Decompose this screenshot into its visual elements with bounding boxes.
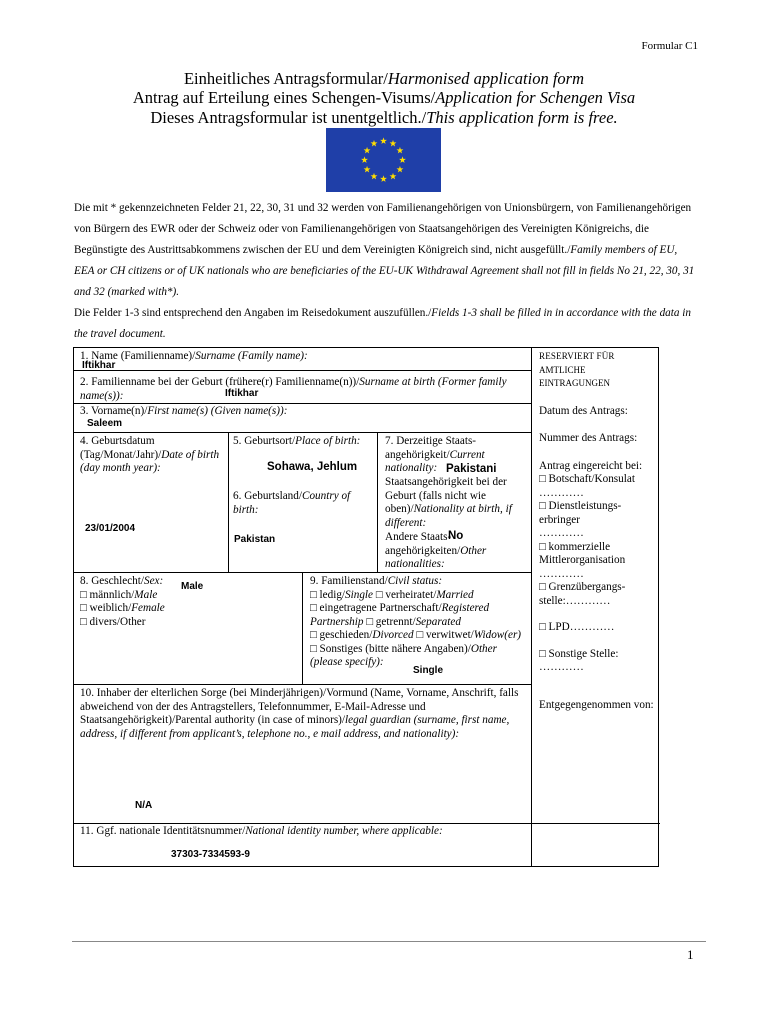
title-line-2-de: Antrag auf Erteilung eines Schengen-Visums/ (132, 88, 436, 107)
footer-divider (72, 941, 706, 942)
application-number-label: Nummer des Antrags: (539, 432, 638, 444)
field-10-label (80, 687, 528, 741)
official-heading-1: RESERVIERT FÜR (539, 351, 615, 361)
field-5-label-en: Place of birth: (295, 435, 361, 447)
civil-status-row-1 (310, 589, 528, 603)
intro-paragraph-1 (74, 198, 700, 303)
field-7-label-de: 7. Derzeitige Staats-angehörigkeit/ (385, 435, 477, 461)
intro-paragraph-2 (74, 303, 700, 345)
sex-option-female-en: Female (131, 602, 165, 614)
civil-status-row-2 (310, 602, 528, 629)
page-number: 1 (687, 947, 694, 962)
guardian-value[interactable]: N/A (135, 800, 153, 811)
field-6-label (233, 490, 375, 517)
field-4-label-de: 4. Geburtsdatum (Tag/Monat/Jahr)/ (80, 435, 162, 461)
title-line-2 (0, 89, 768, 107)
star-icon (399, 156, 406, 163)
official-heading-3: EINTRAGUNGEN (539, 378, 610, 388)
civil-option-other-en: Other (please specify): (310, 642, 497, 668)
country-of-birth-value[interactable]: Pakistan (234, 534, 276, 545)
title-line-3-de: Dieses Antragsformular ist unentgeltlich./ (150, 108, 427, 127)
civil-option-separated-en: Separated (415, 615, 461, 628)
field-9 (310, 575, 528, 670)
date-of-birth-value[interactable]: 23/01/2004 (85, 523, 136, 534)
field-7-birth-de: Staatsangehörigkeit bei der Geburt (falls nicht wie oben)/ (385, 476, 507, 515)
official-option-provider[interactable]: □ Dienstleistungs-erbringer (539, 500, 622, 526)
civil-status-value[interactable]: Single (413, 665, 444, 676)
title-line-3-en: This application form is free. (426, 108, 618, 127)
field-8-label-en: Sex: (144, 575, 164, 587)
title-line-1 (0, 70, 768, 88)
field-6-label-de: 6. Geburtsland/ (233, 490, 302, 502)
sex-option-other-de: □ divers/Other (80, 615, 146, 628)
intro-p1-en: Family members of EU, EEA or CH citizens or of UK nationals who are beneficiaries of the EU-UK Withdrawal Agreement shall not fill in fields No 21, 22, 30, 31 and 32 (marked with*). (74, 244, 695, 298)
civil-option-other-de[interactable]: □ Sonstiges (bitte nähere Angaben)/ (310, 642, 471, 655)
civil-option-separated-de[interactable]: □ getrennt/ (363, 615, 416, 628)
field-4-label (80, 435, 226, 476)
sex-option-other[interactable] (80, 616, 300, 630)
sex-option-female[interactable] (80, 602, 300, 616)
field-3-label-en: First name(s) (Given name(s)): (147, 405, 288, 417)
row-divider (74, 684, 531, 685)
other-nationalities-value[interactable]: No (448, 530, 464, 542)
title-line-3 (0, 109, 768, 127)
field-2-label-en: Surname at birth (Former family name(s)): (80, 376, 507, 402)
field-7-other-de: Andere Staats-angehörigkeiten/ (385, 531, 461, 557)
star-icon (380, 137, 387, 144)
col-divider (302, 572, 303, 684)
intro-p2-de: Die Felder 1-3 sind entsprechend den Angaben im Reisedokument auszufüllen./ (74, 307, 432, 319)
official-use-column (539, 350, 657, 712)
application-date-label: Datum des Antrags: (539, 404, 628, 417)
civil-option-divorced-de[interactable]: □ geschieden/ (310, 629, 373, 641)
civil-option-partnership-en: Registered Partnership (310, 602, 490, 628)
title-line-1-en: Harmonised application form (387, 69, 585, 88)
col-divider (377, 432, 378, 572)
field-11-label-de: 11. Ggf. nationale Identitätsnummer/ (80, 825, 246, 837)
official-dots: ………… (539, 567, 584, 580)
civil-option-widowed-de[interactable]: □ verwitwet/ (413, 629, 474, 641)
intro-p2-en: Fields 1-3 shall be filled in in accordance with the data in the travel document. (74, 307, 691, 340)
civil-option-married-en: Married (436, 588, 474, 601)
sex-value[interactable]: Male (181, 581, 204, 592)
field-9-label-de: 9. Familienstand/ (310, 575, 388, 587)
star-icon (371, 140, 378, 147)
field-3-label (80, 405, 530, 419)
civil-option-divorced-en: Divorced (372, 629, 414, 641)
field-9-label-en: Civil status: (387, 575, 443, 587)
field-5-label (233, 435, 375, 449)
row-divider (74, 432, 531, 433)
civil-option-single-de[interactable]: □ ledig/ (310, 588, 346, 601)
application-table (73, 347, 659, 867)
field-1-label (80, 350, 530, 364)
civil-status-row-3 (310, 629, 528, 670)
star-icon (390, 140, 397, 147)
field-6-label-en: Country of birth: (233, 490, 351, 516)
official-dots: ………… (539, 661, 584, 673)
field-5-label-de: 5. Geburtsort/ (233, 435, 296, 447)
row-divider (74, 403, 531, 404)
civil-option-single-en: Single (345, 588, 374, 601)
field-8-label-de: 8. Geschlecht/ (80, 575, 144, 587)
official-option-other[interactable]: □ Sonstige Stelle: (539, 647, 619, 660)
title-line-2-en: Application for Schengen Visa (435, 88, 636, 107)
civil-option-married-de[interactable]: □ verheiratet/ (373, 588, 437, 601)
field-7-label-en: Current nationality: (385, 448, 485, 474)
row-divider (74, 370, 531, 371)
field-4-label-en: Date of birth (day month year): (80, 448, 220, 474)
national-id-value[interactable]: 37303-7334593-9 (171, 849, 250, 860)
star-icon (364, 147, 371, 154)
official-heading-2: AMTLICHE (539, 364, 586, 375)
field-9-label (310, 575, 528, 589)
civil-option-partnership-de[interactable]: □ eingetragene Partnerschaft/ (310, 602, 442, 614)
eu-flag-svg (326, 128, 441, 192)
civil-option-widowed-en: Widow(er) (473, 629, 522, 641)
field-1-label-en: Surname (Family name): (195, 350, 308, 362)
eu-flag-icon (326, 128, 441, 192)
star-icon (361, 156, 368, 163)
field-2-label-de: 2. Familienname bei der Geburt (frühere(r) Familienname(n))/ (80, 376, 360, 388)
intro-text (74, 198, 700, 345)
row-divider (74, 823, 660, 824)
official-option-embassy[interactable]: □ Botschaft/Konsulat (539, 473, 635, 485)
field-7-other-en: Other nationalities: (385, 544, 487, 570)
first-name-value[interactable]: Saleem (87, 418, 123, 429)
field-7-birth-label (385, 476, 529, 530)
sex-option-male-en: Male (134, 588, 158, 601)
official-dots: ………… (539, 486, 584, 499)
sex-option-male-de: □ männlich/ (80, 588, 135, 601)
nationality-value[interactable]: Pakistani (446, 463, 497, 475)
star-icon (380, 175, 387, 182)
surname-value[interactable]: Iftikhar (82, 360, 116, 371)
title-line-1-de: Einheitliches Antragsformular/ (183, 69, 388, 88)
field-10-label-de: 10. Inhaber der elterlichen Sorge (bei Minderjährigen)/Vormund (Name, Vorname, Anschrift, falls abweichend von der des Antragstellers, Telefonnummer, E-Mail-Adresse und Staatsangehörigkeit)/Parental authority (in case of minors)/ (80, 687, 519, 726)
official-dots: ………… (539, 527, 584, 539)
submitted-at-label: Antrag eingereicht bei: (539, 459, 643, 472)
birth-surname-value[interactable]: Iftikhar (225, 388, 259, 399)
official-option-lpd[interactable]: □ LPD………… (539, 621, 615, 633)
form-code: Formular C1 (641, 40, 698, 52)
star-icon (397, 147, 404, 154)
field-2-label (80, 376, 528, 403)
star-icon (397, 166, 404, 173)
field-3-label-de: 3. Vorname(n)/ (80, 405, 148, 417)
received-by-label: Entgegengenommen von: (539, 698, 654, 711)
field-1-label-de: 1. Name (Familienname)/ (80, 350, 196, 362)
field-10-label-en: legal guardian (surname, first name, address, if different from applicant’s, telephone no., e mail address, and nationality): (80, 714, 510, 740)
official-option-border[interactable]: □ Grenzübergangs-stelle:………… (539, 581, 626, 607)
sex-option-female-de: □ weiblich/ (80, 602, 132, 614)
field-11-label-en: National identity number, where applicable: (245, 825, 443, 837)
field-7-birth-en: Nationality at birth, if different: (385, 503, 512, 529)
star-icon (371, 173, 378, 180)
intro-p1-de: Die mit * gekennzeichneten Felder 21, 22, 30, 31 und 32 werden von Familienangehörigen von Unionsbürgern, von Familienangehörigen von Bürgern des EWR oder der Schweiz oder von Familienangehörigen von Staatsangehörigen des Vereinigten Königreichs, die Begünstigte des Austrittsabkommens zwischen der EU und dem Vereinigten Königreich sind, nicht ausgefüllt./ (74, 202, 692, 256)
place-of-birth-value[interactable]: Sohawa, Jehlum (267, 461, 358, 473)
official-option-intermediary[interactable]: □ kommerzielle Mittlerorganisation (539, 540, 626, 566)
col-divider (228, 432, 229, 572)
star-icon (390, 173, 397, 180)
star-icon (364, 166, 371, 173)
field-11-label (80, 825, 528, 839)
official-divider (531, 348, 532, 866)
